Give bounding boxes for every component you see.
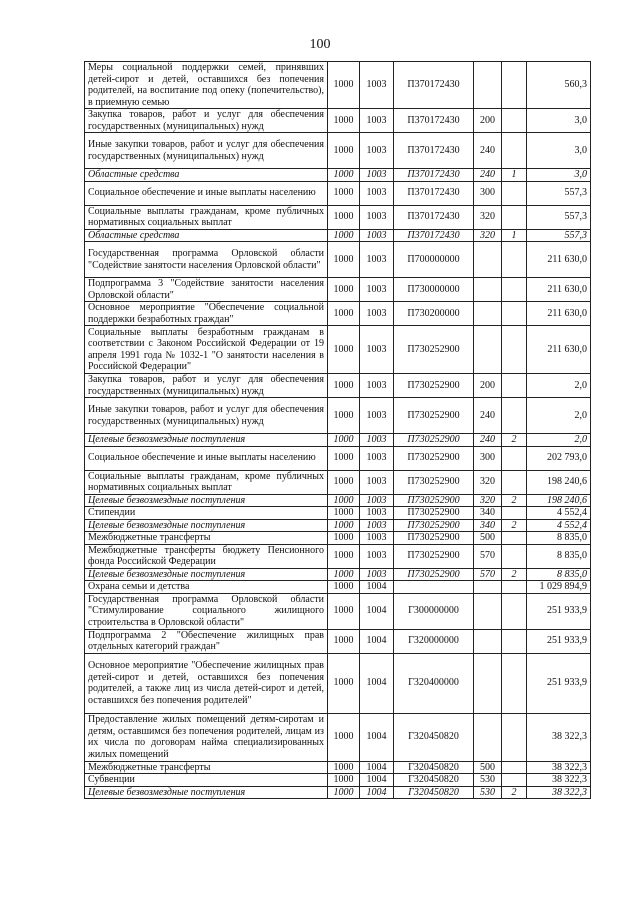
amount: 2,0: [527, 374, 591, 398]
table-row: [85, 302, 591, 326]
section-code: 1000: [328, 568, 360, 581]
amount: 251 933,9: [527, 653, 591, 713]
section-code: 1000: [328, 229, 360, 242]
target-article-code: Г320400000: [394, 653, 474, 713]
funding-source-code: 1: [502, 169, 527, 182]
row-name: Целевые безвозмездные поступления: [85, 786, 328, 799]
funding-source-code: [502, 761, 527, 774]
target-article-code: П730252900: [394, 374, 474, 398]
section-code: 1000: [328, 761, 360, 774]
table-row: [85, 434, 591, 447]
row-name: Предоставление жилых помещений детям-сиротам и детям, оставшимся без попечения родителей, лицам из их числа по договорам найма специализированных жилых помещений: [85, 713, 328, 761]
funding-source-code: [502, 629, 527, 653]
row-name: Субвенции: [85, 774, 328, 787]
amount: 38 322,3: [527, 774, 591, 787]
row-name: Подпрограмма 3 "Содействие занятости населения Орловской области": [85, 278, 328, 302]
row-name: Социальные выплаты безработным гражданам в соответствии с Законом Российской Федерации от 19 апреля 1991 года № 1032-1 "О занятости населения в Российской Федерации": [85, 326, 328, 374]
table-row: [85, 786, 591, 799]
section-code: 1000: [328, 532, 360, 545]
table-row: [85, 446, 591, 470]
amount: 211 630,0: [527, 326, 591, 374]
funding-source-code: [502, 109, 527, 133]
table-row: [85, 398, 591, 434]
amount: 1 029 894,9: [527, 581, 591, 594]
row-name: Основное мероприятие "Обеспечение жилищных прав детей-сирот и детей, оставшихся без попечения родителей, а также лиц из числа детей-сирот и детей, оставшихся без попечения родителей": [85, 653, 328, 713]
target-article-code: Г320450820: [394, 774, 474, 787]
subsection-code: 1003: [360, 109, 394, 133]
subsection-code: 1003: [360, 326, 394, 374]
table-row: [85, 593, 591, 629]
section-code: 1000: [328, 786, 360, 799]
funding-source-code: [502, 544, 527, 568]
target-article-code: П370172430: [394, 205, 474, 229]
row-name: Социальное обеспечение и иные выплаты населению: [85, 446, 328, 470]
section-code: 1000: [328, 374, 360, 398]
subsection-code: 1003: [360, 181, 394, 205]
target-article-code: П370172430: [394, 181, 474, 205]
row-name: Иные закупки товаров, работ и услуг для обеспечения государственных (муниципальных) нужд: [85, 398, 328, 434]
subsection-code: 1004: [360, 761, 394, 774]
row-name: Целевые безвозмездные поступления: [85, 519, 328, 532]
target-article-code: П730000000: [394, 278, 474, 302]
amount: 4 552,4: [527, 507, 591, 520]
amount: 557,3: [527, 229, 591, 242]
subsection-code: 1004: [360, 581, 394, 594]
funding-source-code: [502, 242, 527, 278]
target-article-code: П730252900: [394, 544, 474, 568]
target-article-code: П370172430: [394, 229, 474, 242]
funding-source-code: 1: [502, 229, 527, 242]
row-name: Социальное обеспечение и иные выплаты населению: [85, 181, 328, 205]
expense-type-code: [474, 242, 502, 278]
subsection-code: 1003: [360, 398, 394, 434]
amount: 251 933,9: [527, 593, 591, 629]
amount: 198 240,6: [527, 494, 591, 507]
target-article-code: П730252900: [394, 532, 474, 545]
section-code: 1000: [328, 109, 360, 133]
row-name: Социальные выплаты гражданам, кроме публичных нормативных социальных выплат: [85, 470, 328, 494]
section-code: 1000: [328, 470, 360, 494]
subsection-code: 1003: [360, 133, 394, 169]
table-row: [85, 507, 591, 520]
expense-type-code: 530: [474, 774, 502, 787]
row-name: Закупка товаров, работ и услуг для обеспечения государственных (муниципальных) нужд: [85, 109, 328, 133]
section-code: 1000: [328, 205, 360, 229]
expense-type-code: [474, 653, 502, 713]
row-name: Целевые безвозмездные поступления: [85, 494, 328, 507]
section-code: 1000: [328, 133, 360, 169]
section-code: 1000: [328, 544, 360, 568]
target-article-code: Г300000000: [394, 593, 474, 629]
table-row: [85, 581, 591, 594]
funding-source-code: 2: [502, 519, 527, 532]
amount: 2,0: [527, 434, 591, 447]
expense-type-code: [474, 302, 502, 326]
funding-source-code: [502, 374, 527, 398]
funding-source-code: [502, 713, 527, 761]
target-article-code: Г320450820: [394, 713, 474, 761]
expense-type-code: 300: [474, 181, 502, 205]
table-row: [85, 278, 591, 302]
section-code: 1000: [328, 653, 360, 713]
subsection-code: 1004: [360, 593, 394, 629]
section-code: 1000: [328, 446, 360, 470]
expense-type-code: 500: [474, 761, 502, 774]
page-number: 100: [309, 37, 331, 52]
subsection-code: 1003: [360, 205, 394, 229]
expense-type-code: [474, 278, 502, 302]
section-code: 1000: [328, 581, 360, 594]
target-article-code: П730252900: [394, 519, 474, 532]
funding-source-code: [502, 507, 527, 520]
target-article-code: П730252900: [394, 470, 474, 494]
target-article-code: Г320450820: [394, 786, 474, 799]
subsection-code: 1003: [360, 242, 394, 278]
table-row: [85, 494, 591, 507]
funding-source-code: 2: [502, 434, 527, 447]
subsection-code: 1003: [360, 62, 394, 109]
funding-source-code: [502, 398, 527, 434]
section-code: 1000: [328, 302, 360, 326]
expense-type-code: 320: [474, 494, 502, 507]
amount: 560,3: [527, 62, 591, 109]
row-name: Охрана семьи и детства: [85, 581, 328, 594]
target-article-code: П730252900: [394, 507, 474, 520]
expense-type-code: [474, 62, 502, 109]
amount: 38 322,3: [527, 761, 591, 774]
expense-type-code: 500: [474, 532, 502, 545]
section-code: 1000: [328, 326, 360, 374]
table-row: [85, 532, 591, 545]
target-article-code: П730252900: [394, 568, 474, 581]
section-code: 1000: [328, 629, 360, 653]
expense-type-code: 240: [474, 169, 502, 182]
funding-source-code: [502, 205, 527, 229]
section-code: 1000: [328, 62, 360, 109]
table-row: [85, 568, 591, 581]
table-row: [85, 326, 591, 374]
amount: 3,0: [527, 109, 591, 133]
funding-source-code: [502, 326, 527, 374]
row-name: Целевые безвозмездные поступления: [85, 434, 328, 447]
section-code: 1000: [328, 713, 360, 761]
row-name: Межбюджетные трансферты: [85, 761, 328, 774]
target-article-code: П370172430: [394, 133, 474, 169]
row-name: Подпрограмма 2 "Обеспечение жилищных прав отдельных категорий граждан": [85, 629, 328, 653]
section-code: 1000: [328, 169, 360, 182]
amount: 198 240,6: [527, 470, 591, 494]
amount: 3,0: [527, 169, 591, 182]
row-name: Межбюджетные трансферты: [85, 532, 328, 545]
funding-source-code: 2: [502, 494, 527, 507]
amount: 557,3: [527, 205, 591, 229]
target-article-code: П370172430: [394, 62, 474, 109]
subsection-code: 1003: [360, 434, 394, 447]
funding-source-code: [502, 593, 527, 629]
row-name: Областные средства: [85, 229, 328, 242]
expense-type-code: 300: [474, 446, 502, 470]
row-name: Социальные выплаты гражданам, кроме публичных нормативных социальных выплат: [85, 205, 328, 229]
funding-source-code: [502, 278, 527, 302]
section-code: 1000: [328, 494, 360, 507]
table-row: [85, 169, 591, 182]
funding-source-code: [502, 581, 527, 594]
subsection-code: 1003: [360, 169, 394, 182]
expense-type-code: [474, 593, 502, 629]
expense-type-code: 320: [474, 229, 502, 242]
row-name: Иные закупки товаров, работ и услуг для обеспечения государственных (муниципальных) нужд: [85, 133, 328, 169]
row-name: Закупка товаров, работ и услуг для обеспечения государственных (муниципальных) нужд: [85, 374, 328, 398]
amount: 38 322,3: [527, 786, 591, 799]
subsection-code: 1003: [360, 229, 394, 242]
table-row: [85, 519, 591, 532]
funding-source-code: [502, 653, 527, 713]
funding-source-code: [502, 774, 527, 787]
amount: 4 552,4: [527, 519, 591, 532]
section-code: 1000: [328, 434, 360, 447]
funding-source-code: 2: [502, 568, 527, 581]
subsection-code: 1003: [360, 446, 394, 470]
table-row: [85, 109, 591, 133]
subsection-code: 1003: [360, 507, 394, 520]
table-row: [85, 470, 591, 494]
expense-type-code: [474, 581, 502, 594]
subsection-code: 1004: [360, 786, 394, 799]
table-row: [85, 374, 591, 398]
funding-source-code: [502, 302, 527, 326]
amount: 557,3: [527, 181, 591, 205]
row-name: Межбюджетные трансферты бюджету Пенсионного фонда Российской Федерации: [85, 544, 328, 568]
subsection-code: 1003: [360, 470, 394, 494]
funding-source-code: [502, 470, 527, 494]
expense-type-code: 240: [474, 398, 502, 434]
target-article-code: П370172430: [394, 109, 474, 133]
amount: 202 793,0: [527, 446, 591, 470]
table-row: [85, 242, 591, 278]
expense-type-code: 340: [474, 519, 502, 532]
target-article-code: П370172430: [394, 169, 474, 182]
expense-type-code: 240: [474, 434, 502, 447]
table-row: [85, 62, 591, 109]
funding-source-code: [502, 532, 527, 545]
expense-type-code: [474, 326, 502, 374]
subsection-code: 1003: [360, 278, 394, 302]
table-row: [85, 181, 591, 205]
expense-type-code: 240: [474, 133, 502, 169]
row-name: Целевые безвозмездные поступления: [85, 568, 328, 581]
section-code: 1000: [328, 398, 360, 434]
section-code: 1000: [328, 278, 360, 302]
subsection-code: 1003: [360, 568, 394, 581]
table-row: [85, 774, 591, 787]
subsection-code: 1004: [360, 774, 394, 787]
subsection-code: 1003: [360, 519, 394, 532]
row-name: Областные средства: [85, 169, 328, 182]
amount: 8 835,0: [527, 568, 591, 581]
subsection-code: 1003: [360, 374, 394, 398]
target-article-code: [394, 581, 474, 594]
row-name: Меры социальной поддержки семей, принявших детей-сирот и детей, оставшихся без попечения родителей, на воспитание под опеку (попечительство), в приемную семью: [85, 62, 328, 109]
subsection-code: 1004: [360, 653, 394, 713]
table-row: [85, 133, 591, 169]
funding-source-code: [502, 181, 527, 205]
target-article-code: П730252900: [394, 446, 474, 470]
amount: 38 322,3: [527, 713, 591, 761]
expense-type-code: 320: [474, 205, 502, 229]
expense-type-code: 200: [474, 374, 502, 398]
target-article-code: Г320000000: [394, 629, 474, 653]
expense-type-code: 570: [474, 544, 502, 568]
row-name: Государственная программа Орловской области "Содействие занятости населения Орловской области": [85, 242, 328, 278]
amount: 251 933,9: [527, 629, 591, 653]
target-article-code: П730252900: [394, 398, 474, 434]
expense-type-code: 320: [474, 470, 502, 494]
table-row: [85, 653, 591, 713]
table-row: [85, 229, 591, 242]
expense-type-code: [474, 713, 502, 761]
subsection-code: 1003: [360, 494, 394, 507]
subsection-code: 1004: [360, 629, 394, 653]
expense-type-code: [474, 629, 502, 653]
funding-source-code: [502, 446, 527, 470]
section-code: 1000: [328, 519, 360, 532]
row-name: Государственная программа Орловской области "Стимулирование социального жилищного строительства в Орловской области": [85, 593, 328, 629]
amount: 2,0: [527, 398, 591, 434]
amount: 8 835,0: [527, 544, 591, 568]
target-article-code: П730252900: [394, 326, 474, 374]
funding-source-code: 2: [502, 786, 527, 799]
expense-type-code: 340: [474, 507, 502, 520]
expense-type-code: 530: [474, 786, 502, 799]
amount: 211 630,0: [527, 278, 591, 302]
row-name: Стипендии: [85, 507, 328, 520]
subsection-code: 1003: [360, 544, 394, 568]
amount: 211 630,0: [527, 242, 591, 278]
amount: 8 835,0: [527, 532, 591, 545]
amount: 211 630,0: [527, 302, 591, 326]
table-row: [85, 629, 591, 653]
section-code: 1000: [328, 774, 360, 787]
section-code: 1000: [328, 181, 360, 205]
target-article-code: П730200000: [394, 302, 474, 326]
table-row: [85, 544, 591, 568]
subsection-code: 1003: [360, 302, 394, 326]
target-article-code: П700000000: [394, 242, 474, 278]
row-name: Основное мероприятие "Обеспечение социальной поддержки безработных граждан": [85, 302, 328, 326]
expense-type-code: 200: [474, 109, 502, 133]
funding-source-code: [502, 133, 527, 169]
funding-source-code: [502, 62, 527, 109]
table-row: [85, 205, 591, 229]
target-article-code: П730252900: [394, 494, 474, 507]
amount: 3,0: [527, 133, 591, 169]
expense-type-code: 570: [474, 568, 502, 581]
section-code: 1000: [328, 593, 360, 629]
section-code: 1000: [328, 242, 360, 278]
subsection-code: 1004: [360, 713, 394, 761]
target-article-code: П730252900: [394, 434, 474, 447]
table-row: [85, 761, 591, 774]
table-row: [85, 713, 591, 761]
section-code: 1000: [328, 507, 360, 520]
subsection-code: 1003: [360, 532, 394, 545]
target-article-code: Г320450820: [394, 761, 474, 774]
budget-table: [84, 61, 591, 799]
